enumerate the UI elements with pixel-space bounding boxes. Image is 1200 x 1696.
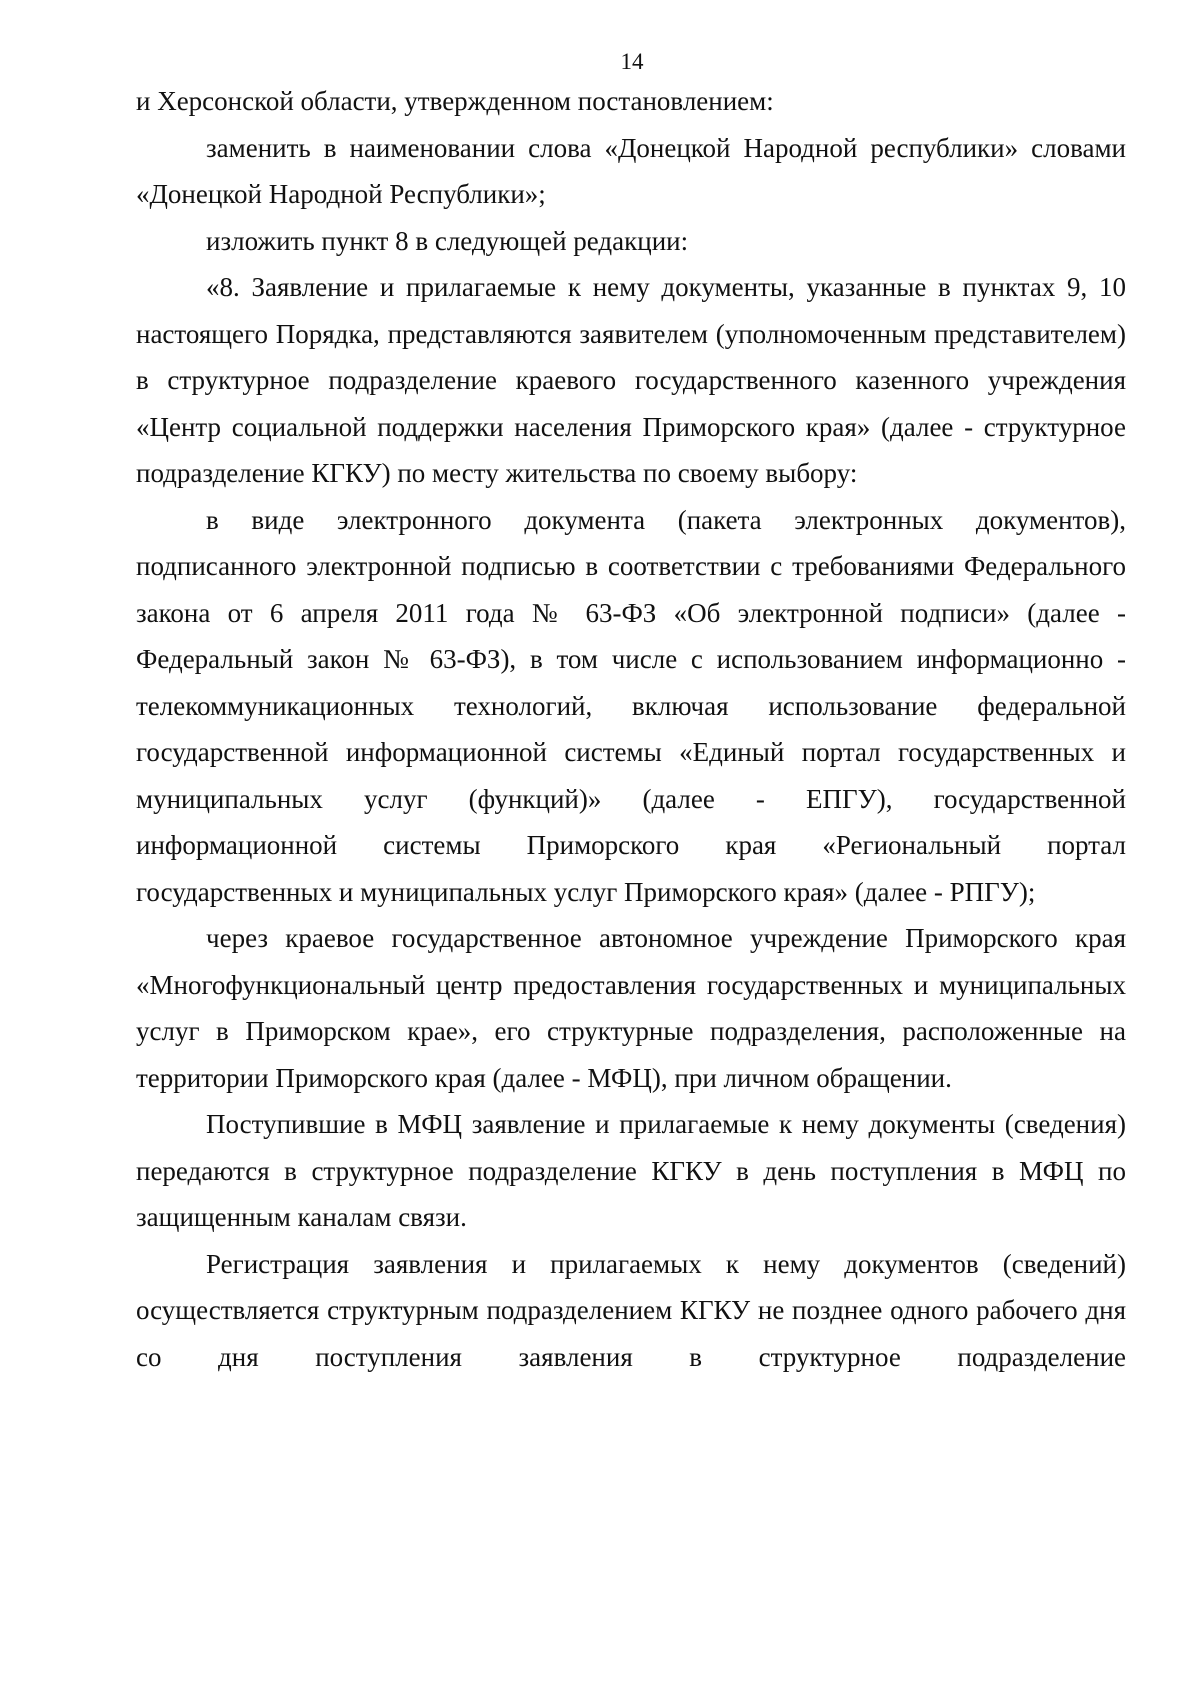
document-body bbox=[136, 78, 1126, 1380]
paragraph-electronic-document: в виде электронного документа (пакета электронных документов), подписанного электронной подписью в соответствии с требованиями Федерального закона от 6 апреля 2011 года № 63-ФЗ «Об электронной подписи» (далее - Федеральный закон № 63-ФЗ), в том числе с использованием информационно - телекоммуникационных технологий, включая использование федеральной государственной информационной системы «Единый портал государственных и муниципальных услуг (функций)» (далее - ЕПГУ), государственной информационной системы Приморского края «Региональный портал государственных и муниципальных услуг Приморского края» (далее - РПГУ); bbox=[136, 504, 1126, 907]
paragraph-intro: и Херсонской области, утвержденном постановлением: bbox=[136, 86, 774, 116]
paragraph-mfc-submission: через краевое государственное автономное учреждение Приморского края «Многофункциональный центр предоставления государственных и муниципальных услуг в Приморском крае», его структурные подразделения, расположенные на территории Приморского края (далее - МФЦ), при личном обращении. bbox=[136, 923, 1126, 1093]
paragraph-registration: Регистрация заявления и прилагаемых к нему документов (сведений) осуществляется структурным подразделением КГКУ не позднее одного рабочего дня со дня поступления заявления в структурное подразделение bbox=[136, 1248, 1126, 1372]
paragraph-mfc-transfer: Поступившие в МФЦ заявление и прилагаемые к нему документы (сведения) передаются в структурное подразделение КГКУ в день поступления в МФЦ по защищенным каналам связи. bbox=[136, 1109, 1126, 1232]
page-number: 14 bbox=[620, 49, 644, 74]
paragraph-replace-words: заменить в наименовании слова «Донецкой Народной республики» словами «Донецкой Народной Республики»; bbox=[136, 132, 1126, 209]
paragraph-item-8: «8. Заявление и прилагаемые к нему документы, указанные в пунктах 9, 10 настоящего Порядка, представляются заявителем (уполномоченным представителем) в структурное подразделение краевого государственного казенного учреждения «Центр социальной поддержки населения Приморского края» (далее - структурное подразделение КГКУ) по месту жительства по своему выбору: bbox=[136, 272, 1126, 488]
paragraph-restate-item: изложить пункт 8 в следующей редакции: bbox=[206, 225, 689, 256]
